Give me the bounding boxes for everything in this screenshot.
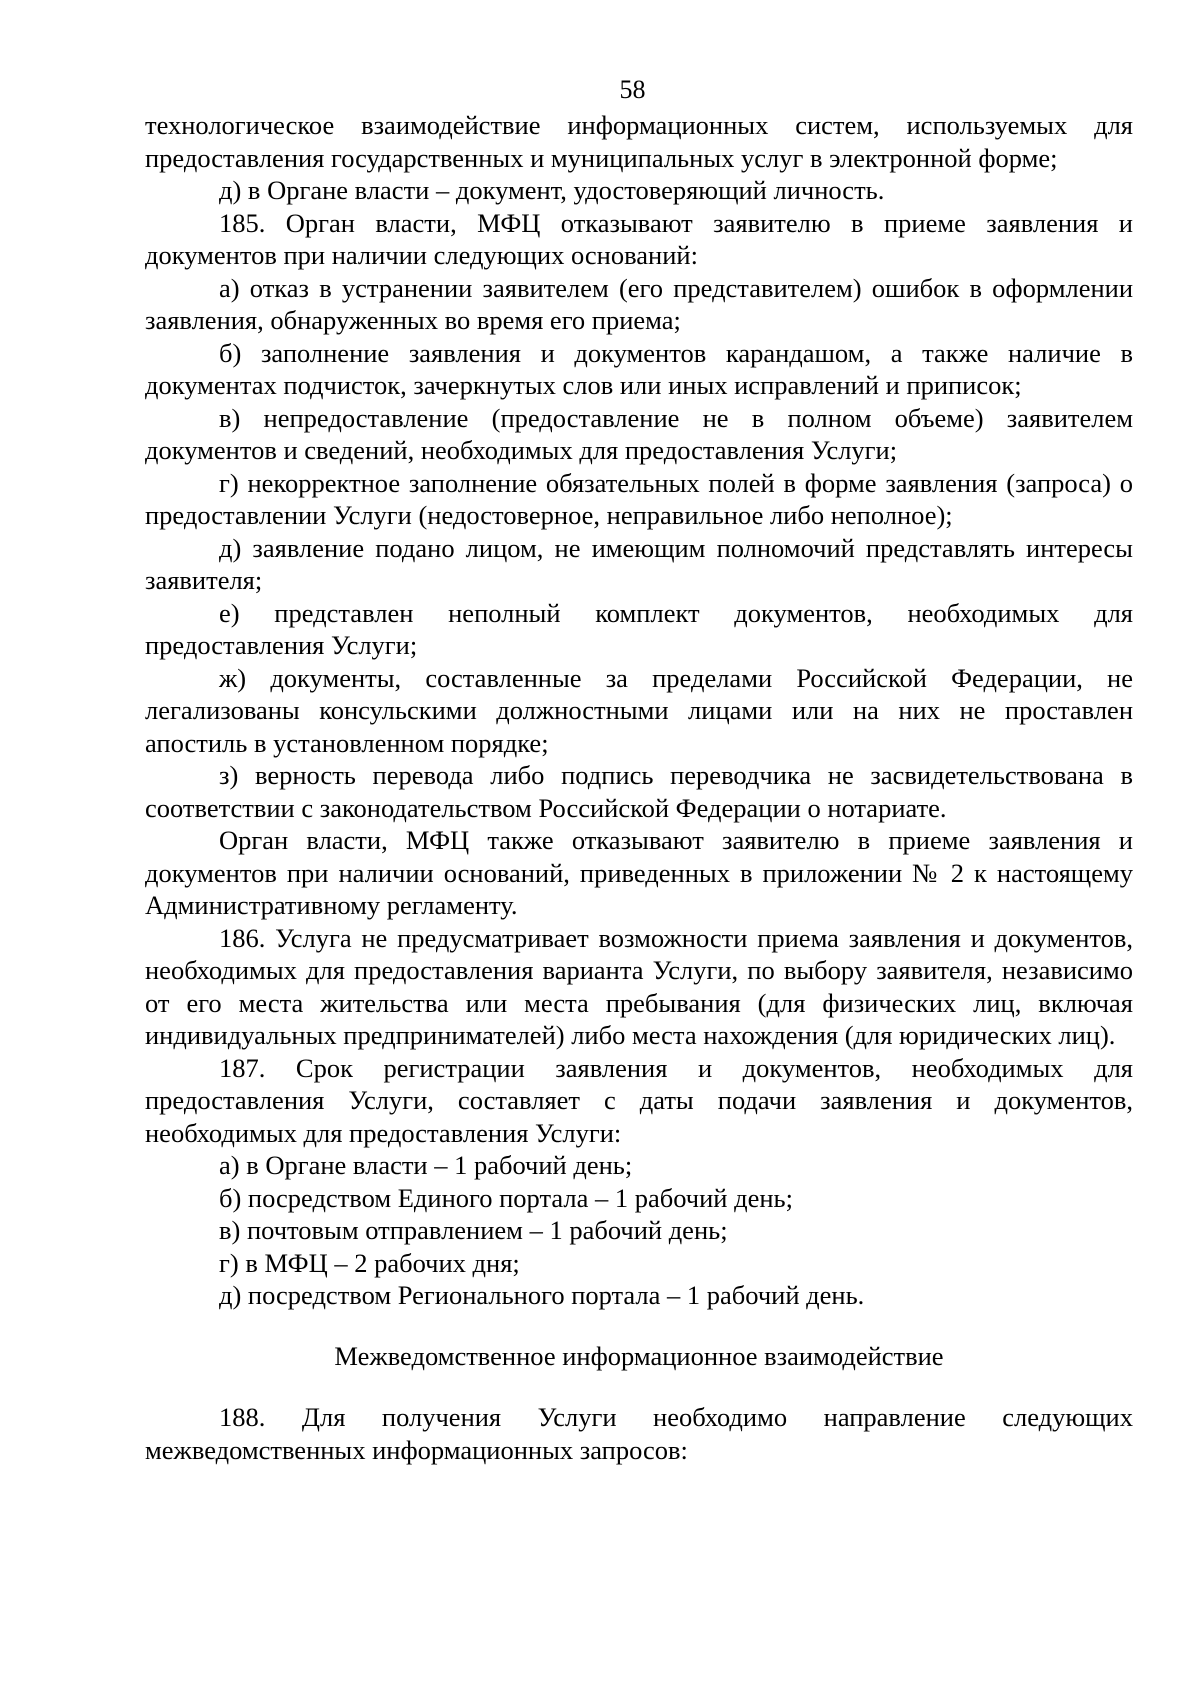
paragraph: ж) документы, составленные за пределами Российской Федерации, не легализованы консульскими должностными лицами или на них не проставлен апостиль в установленном порядке; (145, 662, 1133, 758)
list-item: а) в Органе власти – 1 рабочий день; (219, 1150, 633, 1180)
section-heading-text: Межведомственное информационное взаимодействие (334, 1340, 944, 1371)
paragraph: г) некорректное заполнение обязательных полей в форме заявления (запроса) о предоставлении Услуги (недостоверное, неправильное либо неполное); (145, 467, 1133, 530)
list-item: в) почтовым отправлением – 1 рабочий день; (219, 1215, 728, 1245)
paragraph: д) в Органе власти – документ, удостоверяющий личность. (219, 175, 885, 205)
page-number: 58 (619, 75, 646, 104)
paragraph: а) отказ в устранении заявителем (его представителем) ошибок в оформлении заявления, обнаруженных во время его приема; (145, 272, 1133, 335)
paragraph: 186. Услуга не предусматривает возможности приема заявления и документов, необходимых для предоставления варианта Услуги, по выбору заявителя, независимо от его места жительства или места пребывания (для физических лиц, включая индивидуальных предпринимателей) либо места нахождения (для юридических лиц). (145, 922, 1133, 1050)
paragraph: з) верность перевода либо подпись переводчика не засвидетельствована в соответствии с законодательством Российской Федерации о нотариате. (145, 760, 1133, 823)
list-item: г) в МФЦ – 2 рабочих дня; (219, 1247, 520, 1278)
list-item: д) посредством Регионального портала – 1 рабочий день. (219, 1280, 865, 1310)
paragraph: д) заявление подано лицом, не имеющим полномочий представлять интересы заявителя; (145, 532, 1133, 595)
paragraph: 187. Срок регистрации заявления и документов, необходимых для предоставления Услуги, составляет с даты подачи заявления и документов, необходимых для предоставления Услуги: (145, 1052, 1133, 1148)
document-body (145, 109, 1133, 1466)
paragraph: в) непредоставление (предоставление не в полном объеме) заявителем документов и сведений, необходимых для предоставления Услуги; (145, 402, 1133, 465)
list-item: б) посредством Единого портала – 1 рабочий день; (219, 1182, 793, 1213)
paragraph: б) заполнение заявления и документов карандашом, а также наличие в документах подчисток, зачеркнутых слов или иных исправлений и приписок; (145, 337, 1133, 400)
paragraph: е) представлен неполный комплект документов, необходимых для предоставления Услуги; (145, 597, 1133, 660)
paragraph: технологическое взаимодействие информационных систем, используемых для предоставления государственных и муниципальных услуг в электронной форме; (145, 110, 1133, 173)
paragraph: 188. Для получения Услуги необходимо направление следующих межведомственных информационных запросов: (145, 1402, 1133, 1465)
paragraph: 185. Орган власти, МФЦ отказывают заявителю в приеме заявления и документов при наличии следующих оснований: (145, 207, 1133, 270)
section-heading (145, 1340, 1133, 1373)
paragraph: Орган власти, МФЦ также отказывают заявителю в приеме заявления и документов при наличии оснований, приведенных в приложении № 2 к настоящему Административному регламенту. (145, 825, 1133, 920)
